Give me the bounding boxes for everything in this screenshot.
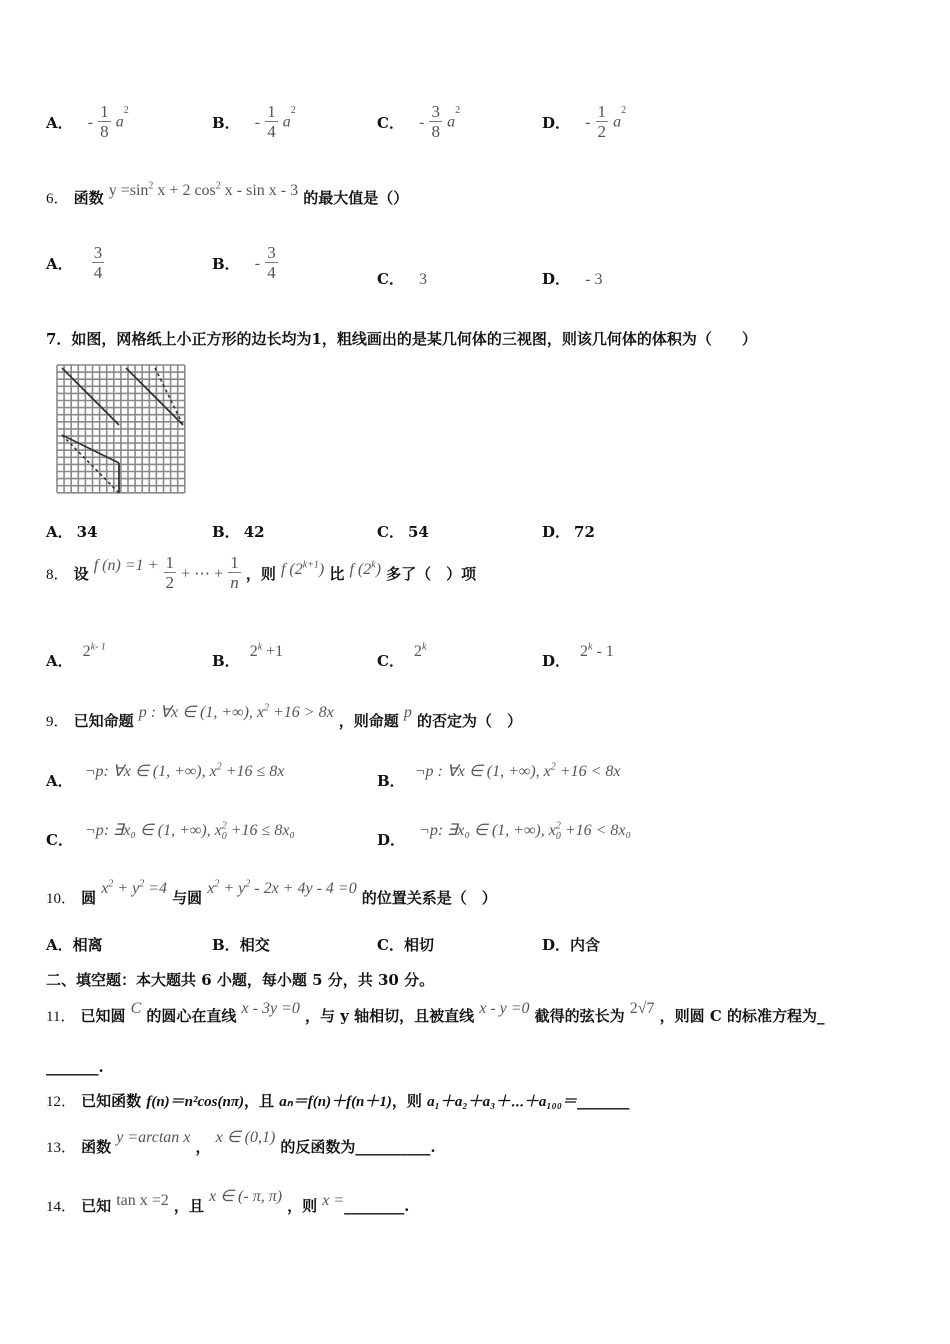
option-value: 相交 — [239, 936, 270, 954]
denominator: 8 — [100, 122, 109, 141]
question-11 — [46, 1000, 825, 1026]
question-text: 已知函数 — [81, 1092, 147, 1110]
question-8 — [46, 554, 476, 593]
q7-option-b — [212, 521, 265, 542]
formula: 2√7 — [629, 1000, 655, 1017]
question-number: 6． — [46, 191, 69, 207]
q8-option-b — [212, 641, 284, 671]
option-label: C． — [377, 114, 404, 132]
formula: x ∈ (- π, π) — [209, 1188, 283, 1205]
exponent: 2 — [621, 104, 627, 116]
formula-part: x + 2 cos — [157, 182, 216, 199]
exponent: 2 — [221, 820, 227, 832]
sign: - — [419, 113, 425, 131]
q7-option-a — [46, 521, 98, 542]
question-12 — [46, 1090, 630, 1111]
variable: a — [282, 113, 291, 131]
answer-blank[interactable]: _______ — [577, 1092, 630, 1110]
question-text: 已知圆 — [80, 1007, 126, 1025]
option-label: D． — [542, 936, 571, 954]
option-label: B． — [212, 652, 240, 670]
option-label: A． — [46, 772, 73, 790]
question-text: 多了（ ）项 — [386, 565, 477, 583]
formula: x - 3y =0 — [241, 1000, 300, 1017]
q6-option-b — [212, 244, 278, 283]
grid-lines — [57, 365, 185, 493]
exponent: 2 — [214, 878, 220, 890]
question-number: 10． — [46, 891, 77, 907]
q10-option-b — [212, 934, 270, 955]
question-text: ，则 — [245, 565, 276, 583]
exponent: 2 — [245, 878, 251, 890]
numerator: 3 — [267, 243, 276, 262]
numerator: 1 — [100, 102, 109, 121]
formula: tan x =2 — [116, 1192, 169, 1209]
formula-part: y =sin — [108, 182, 149, 199]
option-value: - 3 — [585, 271, 603, 288]
denominator: n — [230, 573, 239, 592]
fraction-one-over-n — [228, 554, 241, 593]
option-value — [415, 763, 621, 780]
q9-option-a — [46, 761, 285, 791]
denominator: 2 — [597, 122, 607, 141]
denominator: 8 — [431, 122, 440, 141]
formula-part: + y — [223, 880, 246, 897]
q11-answer-blank[interactable]: _______. — [46, 1058, 104, 1076]
question-text: 的位置关系是（ ） — [361, 889, 497, 907]
formula-part: ¬p : ∀x ∈ (1, +∞), x — [414, 763, 551, 780]
option-label: D． — [542, 114, 571, 132]
formula-part: f (2 — [280, 561, 303, 579]
q9-option-c — [46, 820, 295, 852]
numerator: 1 — [165, 553, 175, 572]
formula-part: +16 < 8x₀ — [560, 822, 632, 839]
fraction — [429, 103, 442, 142]
question-text: 的反函数为 — [280, 1138, 356, 1156]
fraction — [92, 244, 105, 283]
question-10 — [46, 878, 497, 908]
option-label: C． — [377, 936, 404, 954]
tail: - 1 — [592, 643, 614, 660]
formula: f (n) =1 + — [93, 556, 159, 574]
formula-part: +16 ≤ 8x₀ — [226, 822, 295, 839]
formula: x - y =0 — [479, 1000, 530, 1017]
option-label: C． — [377, 270, 404, 288]
formula-part: - 2x + 4y - 4 =0 — [254, 880, 357, 897]
formula: a₁＋a₂＋a₃＋⋯＋a₁₀₀＝ — [427, 1094, 578, 1110]
question-number: 12． — [46, 1094, 77, 1110]
subscript: 0 — [555, 831, 561, 843]
option-label: C． — [46, 831, 73, 849]
question-text: 设 — [73, 565, 89, 583]
exponent: 2 — [123, 104, 129, 116]
option-label: D． — [377, 831, 406, 849]
exponent: 2 — [550, 761, 556, 773]
formula: f $(2^{k+1})$ — [280, 559, 325, 579]
formula-part: =4 — [148, 880, 168, 897]
formula-part: +16 ≤ 8x — [221, 763, 285, 780]
question-text: 的否定为（ ） — [417, 712, 523, 730]
exponent: 2 — [264, 702, 269, 714]
option-label: D． — [542, 523, 571, 541]
exponent: 2 — [148, 180, 154, 192]
question-7-text: 7．如图，网格纸上小正方形的边长均为1，粗线画出的是某几何体的三视图，则该几何体的体积为（ ） — [46, 330, 757, 348]
option-label: B． — [212, 936, 240, 954]
formula: aₙ＝f(n)＋f(n＋1) — [279, 1094, 392, 1110]
answer-blank[interactable]: __________. — [355, 1138, 436, 1156]
formula-part: f (2 — [349, 561, 372, 579]
question-text: 圆 — [81, 889, 97, 907]
exponent: 2 — [215, 180, 221, 192]
question-number: 14． — [46, 1199, 77, 1215]
question-text: ， — [195, 1138, 211, 1156]
formula: f (2$^k$) — [349, 559, 382, 579]
option-label: A． — [46, 255, 73, 273]
formula: f(n)＝n²cos(nπ) — [146, 1094, 245, 1110]
base: 2 — [249, 643, 258, 660]
question-number: 9． — [46, 714, 69, 730]
question-text: 的最大值是（） — [303, 189, 409, 207]
q5-option-c — [377, 103, 460, 142]
option-value: 72 — [574, 523, 595, 541]
option-value — [85, 763, 285, 780]
formula-part: ¬p: ∀x ∈ (1, +∞), x — [84, 763, 217, 780]
formula: x = — [322, 1192, 345, 1209]
option-label: D． — [542, 652, 571, 670]
option-label: B． — [212, 523, 240, 541]
exponent: 2 — [455, 104, 461, 116]
exponent: 2 — [139, 878, 145, 890]
question-text: 函数 — [81, 1138, 112, 1156]
q5-option-d — [542, 103, 626, 142]
option-label: C． — [377, 523, 404, 541]
q9-option-b — [377, 761, 621, 791]
formula: + ⋯ + — [181, 565, 224, 583]
question-text: 已知 — [81, 1197, 112, 1215]
sign: - — [585, 113, 591, 131]
question-text: ，则命题 — [338, 712, 399, 730]
question-text: 已知命题 — [73, 712, 134, 730]
numerator: 1 — [597, 102, 607, 121]
exponent: k- 1 — [90, 641, 106, 653]
tail: +1 — [262, 643, 284, 660]
option-value — [414, 643, 426, 660]
formula-part: + y — [117, 880, 140, 897]
q8-option-c — [377, 641, 427, 671]
exponent: 2 — [290, 104, 296, 116]
variable: a — [613, 113, 622, 131]
formula — [109, 182, 298, 199]
option-value — [419, 820, 632, 843]
exponent: k — [257, 641, 263, 653]
question-text: ，与 y 轴相切，且被直线 — [304, 1007, 475, 1025]
formula-part: ¬p: ∃x₀ ∈ (1, +∞), x — [419, 822, 556, 839]
option-value: 相离 — [72, 936, 103, 954]
option-label: C． — [377, 652, 404, 670]
option-label: A． — [46, 114, 73, 132]
question-13 — [46, 1129, 436, 1157]
option-value — [83, 643, 106, 660]
section-2-heading: 二、填空题：本大题共 6 小题，每小题 5 分，共 30 分。 — [46, 971, 435, 989]
question-number: 8． — [46, 567, 69, 583]
q6-option-c — [377, 268, 427, 289]
numerator: 1 — [230, 553, 239, 572]
question-text: 的圆心在直线 — [146, 1007, 237, 1025]
option-label: A． — [46, 936, 73, 954]
q5-option-a — [46, 103, 129, 142]
three-view-grid-figure — [55, 363, 195, 501]
circle-1-equation — [101, 880, 167, 897]
question-text: ，则 — [287, 1197, 318, 1215]
question-number: 13． — [46, 1140, 77, 1156]
exponent: 2 — [108, 878, 114, 890]
exponent: k+1 — [302, 559, 319, 571]
q7-option-d — [542, 521, 595, 542]
q9-option-d — [377, 820, 632, 852]
base: 2 — [580, 643, 589, 660]
variable: a — [447, 113, 456, 131]
numerator: 3 — [93, 243, 103, 262]
answer-blank[interactable]: ________. — [344, 1197, 410, 1215]
question-9 — [46, 702, 523, 731]
formula-part: x - sin x - 3 — [224, 182, 299, 199]
question-number: 11． — [46, 1009, 76, 1025]
question-text: ，且 — [244, 1092, 280, 1110]
question-text: ，则圆 C 的标准方程为_ — [659, 1007, 825, 1025]
q6-option-a — [46, 244, 104, 283]
option-label: B． — [377, 772, 405, 790]
q10-option-c — [377, 934, 434, 955]
q6-option-d — [542, 268, 602, 289]
question-text: 截得的弦长为 — [534, 1007, 625, 1025]
exponent: k — [421, 641, 427, 653]
base: 2 — [413, 643, 422, 660]
option-value: 相切 — [403, 936, 434, 954]
sign: - — [254, 254, 261, 272]
fraction — [596, 103, 609, 142]
exponent: 2 — [216, 761, 222, 773]
subscript: 0 — [221, 831, 227, 843]
option-label: A． — [46, 523, 73, 541]
q10-option-d — [542, 934, 600, 955]
variable: a — [115, 113, 124, 131]
option-value — [580, 643, 614, 660]
q8-option-a — [46, 641, 106, 671]
option-label: B． — [212, 114, 240, 132]
denominator: 4 — [267, 122, 276, 141]
numerator: 3 — [431, 102, 440, 121]
fraction — [265, 244, 278, 283]
option-value: 34 — [76, 523, 98, 541]
formula: x ∈ (0,1) — [215, 1129, 276, 1146]
exponent: k — [371, 559, 376, 571]
fraction — [265, 103, 278, 142]
sign: - — [87, 113, 94, 131]
formula-part: ¬p: ∃x₀ ∈ (1, +∞), x — [84, 822, 222, 839]
question-6 — [46, 180, 409, 208]
q5-option-b — [212, 103, 296, 142]
side-view-hidden-line — [155, 368, 183, 425]
denominator: 4 — [93, 263, 103, 282]
formula: C — [130, 1000, 142, 1017]
denominator: 4 — [267, 263, 276, 282]
question-text: 与圆 — [172, 889, 203, 907]
circle-2-equation — [207, 880, 356, 897]
fraction-one-half — [164, 554, 177, 593]
formula-part: +16 > 8x — [269, 704, 334, 721]
option-value — [250, 643, 283, 660]
option-value — [84, 820, 295, 843]
q10-option-a — [46, 934, 103, 955]
exponent: 2 — [555, 820, 561, 832]
question-text: ，则 — [391, 1092, 428, 1110]
numerator: 1 — [267, 102, 276, 121]
option-value: 内含 — [570, 936, 601, 954]
question-text: 比 — [329, 565, 345, 583]
formula-part: x — [101, 880, 109, 897]
denominator: 2 — [165, 573, 175, 592]
option-value: 42 — [243, 523, 265, 541]
formula-part: x — [207, 880, 215, 897]
option-value: 3 — [419, 271, 428, 288]
question-14 — [46, 1188, 410, 1216]
option-label: A． — [46, 652, 73, 670]
formula — [139, 704, 334, 721]
exponent: k — [588, 641, 593, 653]
option-label: B． — [212, 255, 240, 273]
base: 2 — [82, 643, 91, 660]
formula-part: +16 < 8x — [555, 763, 621, 780]
option-value: 54 — [407, 523, 429, 541]
fraction — [98, 103, 111, 142]
sign: - — [254, 113, 261, 131]
question-text: ，且 — [173, 1197, 204, 1215]
formula: y =arctan x — [116, 1129, 191, 1146]
q8-option-d — [542, 641, 614, 671]
q7-option-c — [377, 521, 429, 542]
formula: p — [403, 704, 412, 721]
formula-part: p : ∀x ∈ (1, +∞), x — [138, 704, 264, 721]
question-text: 函数 — [73, 189, 104, 207]
option-label: D． — [542, 270, 571, 288]
